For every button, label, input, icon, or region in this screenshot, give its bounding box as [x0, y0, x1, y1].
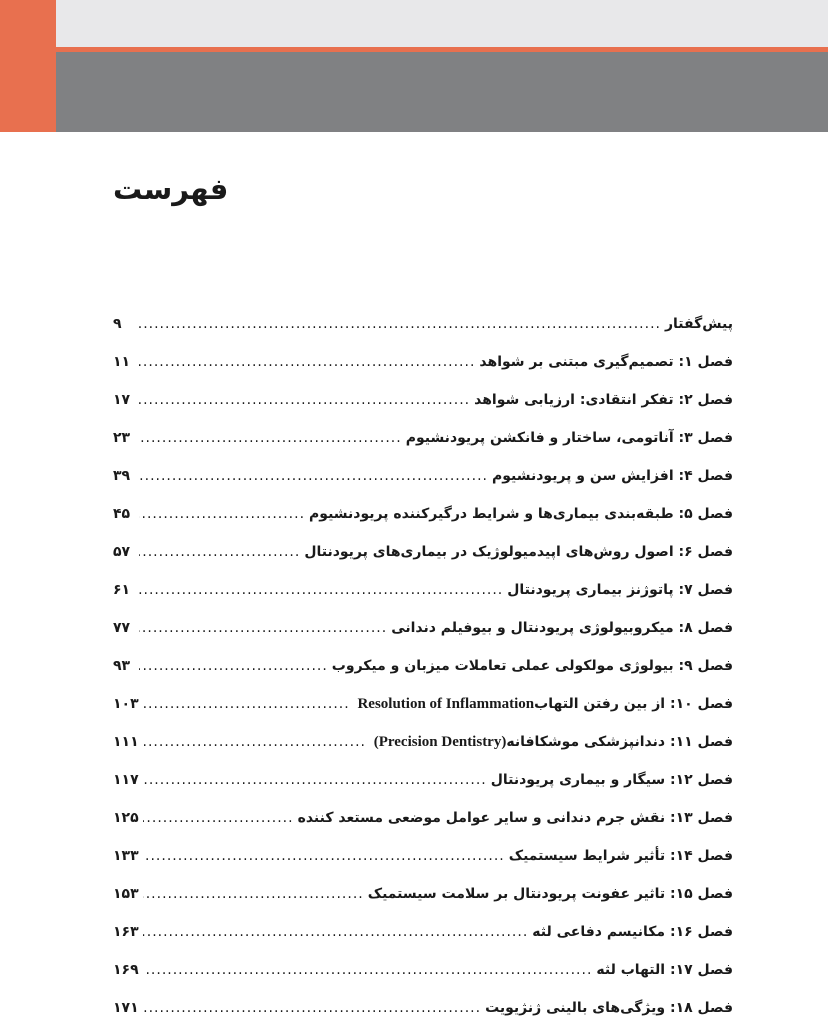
- toc-entry-10[interactable]: [113, 647, 733, 685]
- toc-leader-dots: [139, 457, 488, 495]
- toc-page-number: ۵۷: [113, 544, 131, 560]
- toc-leader-dots: [139, 419, 402, 457]
- toc-entry-6[interactable]: [113, 495, 733, 533]
- toc-leader-dots: [143, 951, 593, 989]
- toc-page-number: ۱۲۵: [113, 810, 139, 826]
- toc-page-number: ۱۱۱: [113, 734, 139, 750]
- toc-entry-title: فصل ۱۵: تاثیر عفونت پریودنتال بر سلامت سیستمیک: [367, 886, 733, 902]
- toc-entry-16[interactable]: [113, 875, 733, 913]
- toc-entry-12[interactable]: [113, 723, 733, 761]
- toc-leader-dots: [143, 761, 487, 799]
- toc-entry-title: فصل ۱۸: ویژگی‌های بالینی ژنژیویت: [485, 1000, 733, 1016]
- page-title: فهرست: [113, 172, 229, 206]
- toc-entry-14[interactable]: [113, 799, 733, 837]
- toc-entry-11[interactable]: [113, 685, 733, 723]
- toc-leader-dots: [143, 989, 481, 1027]
- toc-entry-title: فصل ۱۲: سیگار و بیماری پریودنتال: [490, 772, 733, 788]
- toc-entry-title: فصل ۱۰: از بین رفتن التهاب Resolution of Inflammation: [353, 696, 733, 712]
- table-of-contents: [113, 305, 733, 1027]
- toc-page-number: ۱۱: [113, 354, 131, 370]
- toc-entry-title: فصل ۱۶: مکانیسم دفاعی لثه: [532, 924, 733, 940]
- toc-page-number: ۱۶۹: [113, 962, 139, 978]
- toc-leader-dots: [139, 533, 300, 571]
- toc-page-number: ۱۰۳: [113, 696, 139, 712]
- toc-entry-title: فصل ۸: میکروبیولوژی پریودنتال و بیوفیلم دندانی: [391, 620, 733, 636]
- toc-leader-dots: [143, 723, 366, 761]
- toc-leader-dots: [139, 571, 503, 609]
- toc-page-number: ۳۹: [113, 468, 131, 484]
- toc-leader-dots: [139, 305, 661, 343]
- toc-leader-dots: [139, 343, 475, 381]
- toc-page-number: ۴۵: [113, 506, 131, 522]
- toc-entry-3[interactable]: [113, 381, 733, 419]
- toc-entry-title: فصل ۱۳: نقش جرم دندانی و سایر عوامل موضعی مستعد کننده: [297, 810, 733, 826]
- toc-entry-4[interactable]: [113, 419, 733, 457]
- toc-page-number: ۱۵۳: [113, 886, 139, 902]
- toc-entry-title: فصل ۲: تفکر انتقادی: ارزیابی شواهد: [474, 392, 733, 408]
- header-band-light: [56, 0, 828, 47]
- toc-page-number: ۱۶۳: [113, 924, 139, 940]
- toc-entry-8[interactable]: [113, 571, 733, 609]
- toc-entry-title: فصل ۹: بیولوژی مولکولی عملی تعاملات میزبان و میکروب: [331, 658, 733, 674]
- toc-leader-dots: [143, 799, 294, 837]
- toc-entry-15[interactable]: [113, 837, 733, 875]
- toc-entry-18[interactable]: [113, 951, 733, 989]
- toc-page-number: ۱۱۷: [113, 772, 139, 788]
- toc-leader-dots: [139, 647, 328, 685]
- toc-leader-dots: [139, 495, 305, 533]
- toc-entry-title: فصل ۶: اصول روش‌های اپیدمیولوژیک در بیماری‌های پریودنتال: [304, 544, 733, 560]
- toc-page-number: ۱۳۳: [113, 848, 139, 864]
- toc-entry-9[interactable]: [113, 609, 733, 647]
- toc-leader-dots: [139, 609, 387, 647]
- toc-entry-1[interactable]: [113, 305, 733, 343]
- toc-page-number: ۱۷۱: [113, 1000, 139, 1016]
- header-band-dark: [56, 52, 828, 132]
- toc-entry-title: فصل ۱: تصمیم‌گیری مبتنی بر شواهد: [479, 354, 733, 370]
- toc-entry-title: فصل ۵: طبقه‌بندی بیماری‌ها و شرایط درگیرکننده پریودنشیوم: [309, 506, 733, 522]
- toc-entry-title: فصل ۱۷: التهاب لثه: [596, 962, 733, 978]
- toc-entry-title: فصل ۱۴: تأثیر شرایط سیستمیک: [508, 848, 733, 864]
- toc-entry-13[interactable]: [113, 761, 733, 799]
- toc-page-number: ۶۱: [113, 582, 131, 598]
- toc-entry-19[interactable]: [113, 989, 733, 1027]
- toc-page-number: ۲۳: [113, 430, 131, 446]
- toc-page-number: ۷۷: [113, 620, 131, 636]
- toc-leader-dots: [143, 913, 529, 951]
- toc-leader-dots: [139, 381, 470, 419]
- toc-page-number: ۱۷: [113, 392, 131, 408]
- toc-entry-title: فصل ۳: آناتومی، ساختار و فانکشن پریودنشیوم: [405, 430, 733, 446]
- corner-accent-block: [0, 0, 56, 132]
- toc-entry-7[interactable]: [113, 533, 733, 571]
- toc-entry-title: فصل ۷: پاتوژنز بیماری پریودنتال: [507, 582, 733, 598]
- toc-entry-2[interactable]: [113, 343, 733, 381]
- toc-entry-title: پیش‌گفتار: [664, 316, 733, 332]
- toc-entry-title: فصل ۱۱: دندانپزشکی موشکافانه (Precision Dentistry): [369, 734, 733, 750]
- toc-entry-17[interactable]: [113, 913, 733, 951]
- toc-leader-dots: [143, 875, 364, 913]
- toc-page-number: ۹۳: [113, 658, 131, 674]
- toc-entry-5[interactable]: [113, 457, 733, 495]
- toc-page-number: ۹: [113, 316, 122, 332]
- toc-entry-title: فصل ۴: افزایش سن و پریودنشیوم: [491, 468, 733, 484]
- toc-leader-dots: [143, 837, 505, 875]
- toc-leader-dots: [143, 685, 350, 723]
